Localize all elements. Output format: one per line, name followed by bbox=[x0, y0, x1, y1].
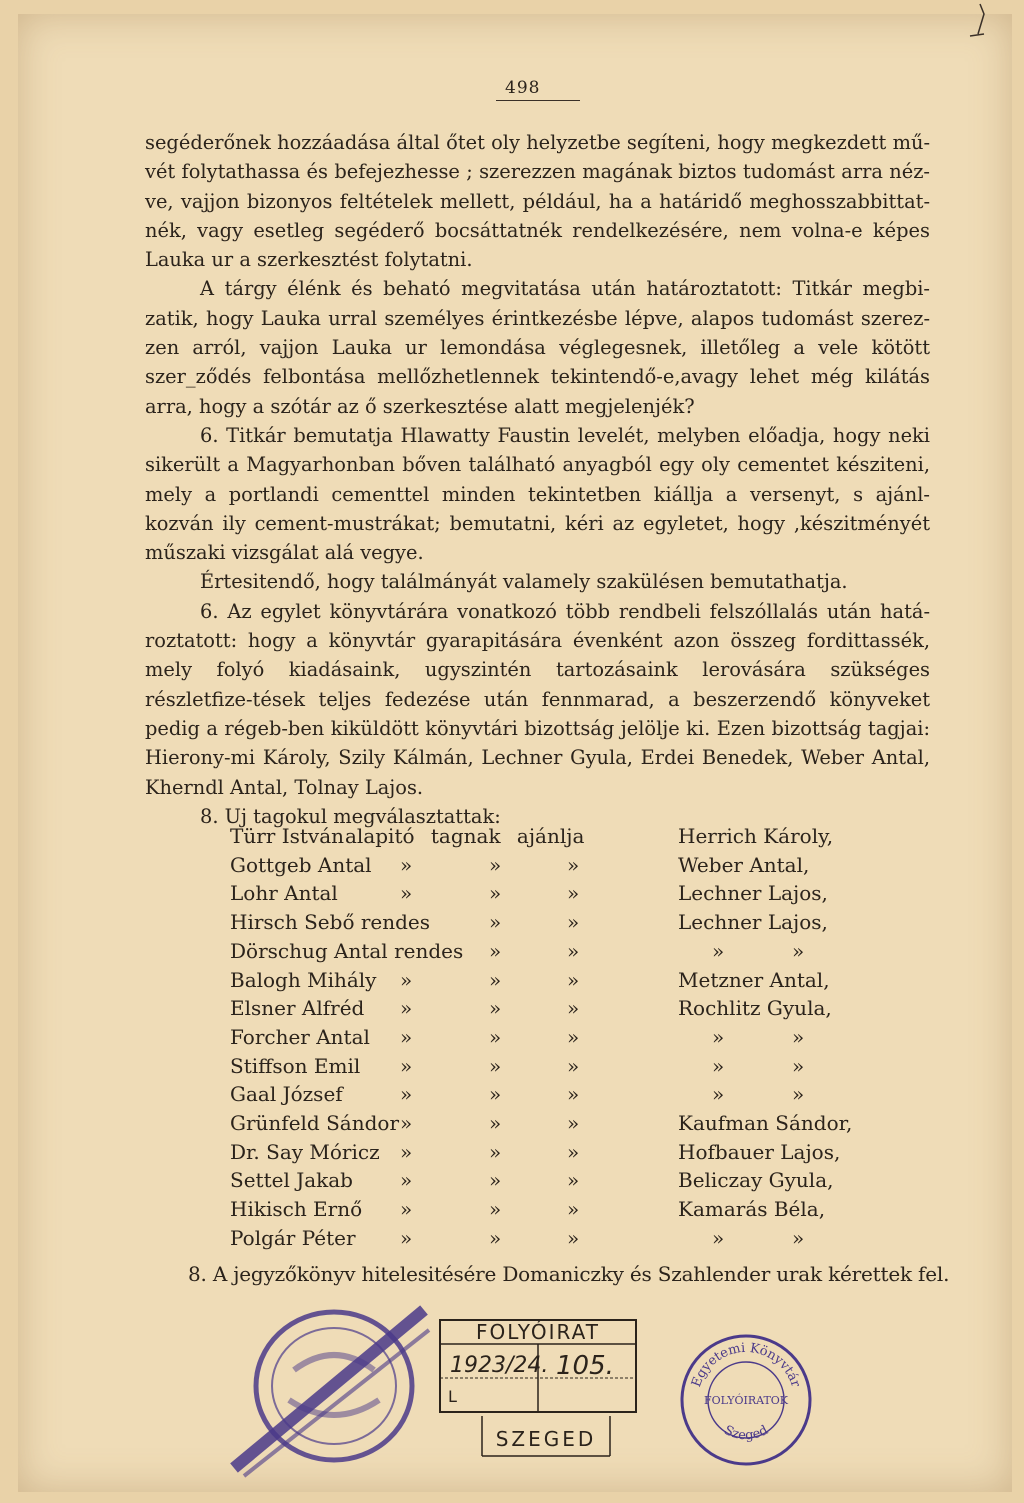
ditto-mark: » bbox=[567, 1139, 580, 1164]
stamp-title: FOLYÓIRAT bbox=[476, 1320, 600, 1344]
ditto-mark: » bbox=[712, 938, 725, 963]
ditto-mark: » bbox=[489, 996, 502, 1021]
member-recommender: Rochlitz Gyula, bbox=[678, 996, 832, 1021]
member-row bbox=[0, 879, 1024, 908]
paragraph-library: 6. Az egylet könyvtárára vonatkozó több rendbeli felszóllalás után hatá-roztatott: hogy a könyvtár gyarapitására évenként azon összeg fordittassék, mely folyó kiadásaink, ugyszintén tartozásaink lerovására szükséges részletfize-tések teljes fedezése után fennmarad, a beszerzendő könyveket pedig a régeb-ben kiküldött könyvtári bizottság jelölje ki. Ezen bizottság tagjai: Hierony-mi Károly, Szily Kálmán, Lechner Gyula, Erdei Benedek, Weber Antal, Kherndl Antal, Tolnay Lajos. bbox=[145, 599, 930, 799]
round-stamp-crossed bbox=[214, 1300, 434, 1478]
ditto-mark: » bbox=[489, 967, 502, 992]
page-number: 498 bbox=[505, 78, 541, 98]
ditto-mark: » bbox=[567, 967, 580, 992]
member-name: Dr. Say Móricz bbox=[230, 1139, 380, 1164]
ditto-mark: » bbox=[489, 910, 502, 935]
stamp-year: 1923/24. bbox=[450, 1353, 549, 1378]
ditto-mark: » bbox=[400, 1053, 413, 1078]
ditto-mark: » bbox=[712, 1082, 725, 1107]
ditto-mark: » bbox=[567, 938, 580, 963]
member-row bbox=[0, 1109, 1024, 1138]
ditto-mark: » bbox=[400, 967, 413, 992]
ditto-mark: » bbox=[489, 938, 502, 963]
member-row bbox=[0, 1080, 1024, 1109]
member-name: Gaal József bbox=[230, 1082, 343, 1107]
ditto-mark: » bbox=[400, 852, 413, 877]
member-name: Gottgeb Antal bbox=[230, 852, 372, 877]
member-row bbox=[0, 937, 1024, 966]
journal-accession-stamp bbox=[436, 1316, 646, 1466]
ditto-mark: » bbox=[792, 1024, 805, 1049]
ditto-mark: » bbox=[712, 1053, 725, 1078]
ditto-mark: » bbox=[567, 852, 580, 877]
ditto-mark: » bbox=[567, 1082, 580, 1107]
body-text bbox=[145, 128, 930, 831]
ditto-mark: » bbox=[489, 1082, 502, 1107]
ditto-mark: » bbox=[400, 1225, 413, 1250]
ditto-mark: » bbox=[400, 1168, 413, 1193]
member-recommender: Beliczay Gyula, bbox=[678, 1168, 834, 1193]
ditto-mark: » bbox=[567, 881, 580, 906]
paragraph-decision: A tárgy élénk és beható megvitatása után határoztatott: Titkár megbi-zatik, hogy Lauka urral személyes érintkezésbe lépve, alapos tudomást szerez-zen arról, vajjon Lauka ur lemondása véglegesnek, illetőleg a vele kötött szer_ződés felbontása mellőzhetlennek tekintendő-e,avagy lehet még kilátás arra, hogy a szótár az ő szerkesztése alatt megjelenjék? bbox=[145, 277, 930, 418]
member-recommender: Hofbauer Lajos, bbox=[678, 1139, 841, 1164]
ditto-mark: » bbox=[400, 996, 413, 1021]
ditto-mark: » bbox=[489, 1168, 502, 1193]
member-recommender: Kaufman Sándor, bbox=[678, 1111, 853, 1135]
ditto-mark: » bbox=[400, 1111, 413, 1135]
ditto-mark: » bbox=[567, 1024, 580, 1049]
member-recommender: Herrich Károly, bbox=[678, 824, 834, 848]
page-number-rule bbox=[496, 100, 580, 101]
ditto-mark: » bbox=[489, 881, 502, 906]
paragraph-new-members: 8. Uj tagokul megválasztattak: bbox=[200, 804, 501, 828]
library-stamp-top: Egyetemi Könyvtár bbox=[689, 1340, 803, 1390]
library-stamp-bottom: Szeged bbox=[721, 1422, 771, 1444]
ditto-mark: » bbox=[567, 1197, 580, 1222]
member-row bbox=[0, 1195, 1024, 1224]
ditto-mark: » bbox=[400, 1082, 413, 1107]
ditto-mark: » bbox=[400, 1197, 413, 1222]
member-name: Settel Jakab bbox=[230, 1168, 353, 1193]
ditto-mark: » bbox=[567, 1111, 580, 1135]
ditto-mark: » bbox=[792, 1225, 805, 1250]
member-recommender: Lechner Lajos, bbox=[678, 881, 828, 906]
paragraph-hlawatty: 6. Titkár bemutatja Hlawatty Faustin levelét, melyben előadja, hogy neki sikerült a Magyarhonban bőven található anyagból egy oly cementet késziteni, mely a portlandi cementtel minden tekintetben kiállja a versenyt, s ajánl-kozván ily cement-mustrákat; bemutatni, kéri az egyletet, hogy ,készitményét műszaki vizsgálat alá vegye. bbox=[145, 423, 930, 565]
ditto-mark: » bbox=[567, 910, 580, 935]
ditto-mark: » bbox=[792, 938, 805, 963]
library-stamp-middle: FOLYÓIRATOK bbox=[703, 1394, 789, 1407]
stamp-number: 105. bbox=[556, 1351, 614, 1381]
member-recommender: Kamarás Béla, bbox=[678, 1197, 826, 1222]
member-row bbox=[0, 851, 1024, 880]
ditto-mark: » bbox=[792, 1082, 805, 1107]
paragraph-notice: Értesitendő, hogy találmányát valamely szakülésen bemutathatja. bbox=[200, 570, 848, 594]
ditto-mark: » bbox=[567, 996, 580, 1021]
member-name: Balogh Mihály bbox=[230, 967, 377, 992]
ditto-mark: » bbox=[400, 1139, 413, 1164]
ditto-mark: » bbox=[567, 1053, 580, 1078]
member-row bbox=[0, 908, 1024, 937]
ditto-mark: » bbox=[489, 1111, 502, 1135]
member-name: Hikisch Ernő bbox=[230, 1197, 363, 1222]
svg-text:Szeged bbox=[721, 1423, 770, 1443]
member-name: Forcher Antal bbox=[230, 1024, 370, 1049]
member-name: Dörschug Antal rendes bbox=[230, 938, 464, 963]
ditto-mark: » bbox=[400, 881, 413, 906]
ditto-mark: » bbox=[489, 1139, 502, 1164]
member-row bbox=[0, 1224, 1024, 1253]
closing-line: 8. A jegyzőkönyv hitelesitésére Domaniczky és Szahlender urak kérettek fel. bbox=[188, 1262, 950, 1286]
university-library-stamp bbox=[676, 1330, 816, 1470]
member-name: Stiffson Emil bbox=[230, 1053, 361, 1078]
ditto-mark: » bbox=[489, 1225, 502, 1250]
member-name: Grünfeld Sándor bbox=[230, 1111, 400, 1135]
member-name: Lohr Antal bbox=[230, 881, 338, 906]
ditto-mark: » bbox=[712, 1225, 725, 1250]
member-row bbox=[0, 1023, 1024, 1052]
member-name: Hirsch Sebő rendes bbox=[230, 910, 431, 935]
ditto-mark: » bbox=[567, 1225, 580, 1250]
member-role: alapitó tagnak ajánlja bbox=[345, 824, 585, 848]
member-row bbox=[0, 994, 1024, 1023]
paragraph-lauka-intro: segéderőnek hozzáadása által őtet oly helyzetbe segíteni, hogy megkezdett mű-vét folytathassa és befejezhesse ; szerezzen magának biztos tudomást arra néz-ve, vajjon bizonyos feltételek mellett, például, ha a határidő meghosszabbittat-nék, vagy esetleg segéderő bocsáttatnék rendelkezésére, nem volna-e képes Lauka ur a szerkesztést folytatni. bbox=[145, 131, 930, 272]
member-recommender: Lechner Lajos, bbox=[678, 910, 828, 935]
ditto-mark: » bbox=[792, 1053, 805, 1078]
member-row bbox=[0, 1052, 1024, 1081]
member-recommender: Weber Antal, bbox=[678, 852, 810, 877]
member-row bbox=[0, 1166, 1024, 1195]
stamp-city: SZEGED bbox=[495, 1427, 597, 1451]
ditto-mark: » bbox=[400, 1024, 413, 1049]
member-name: Türr István bbox=[230, 824, 345, 848]
ditto-mark: » bbox=[712, 1024, 725, 1049]
member-recommender: Metzner Antal, bbox=[678, 967, 830, 992]
ditto-mark: » bbox=[489, 1197, 502, 1222]
ditto-mark: » bbox=[567, 1168, 580, 1193]
member-row bbox=[0, 822, 1024, 851]
ditto-mark: » bbox=[489, 1053, 502, 1078]
member-row bbox=[0, 1138, 1024, 1167]
corner-pencil-mark bbox=[940, 0, 1010, 50]
member-name: Polgár Péter bbox=[230, 1225, 356, 1250]
stamp-letter: L bbox=[448, 1387, 457, 1406]
member-name: Elsner Alfréd bbox=[230, 996, 365, 1021]
ditto-mark: » bbox=[489, 1024, 502, 1049]
ditto-mark: » bbox=[489, 852, 502, 877]
member-row bbox=[0, 966, 1024, 995]
